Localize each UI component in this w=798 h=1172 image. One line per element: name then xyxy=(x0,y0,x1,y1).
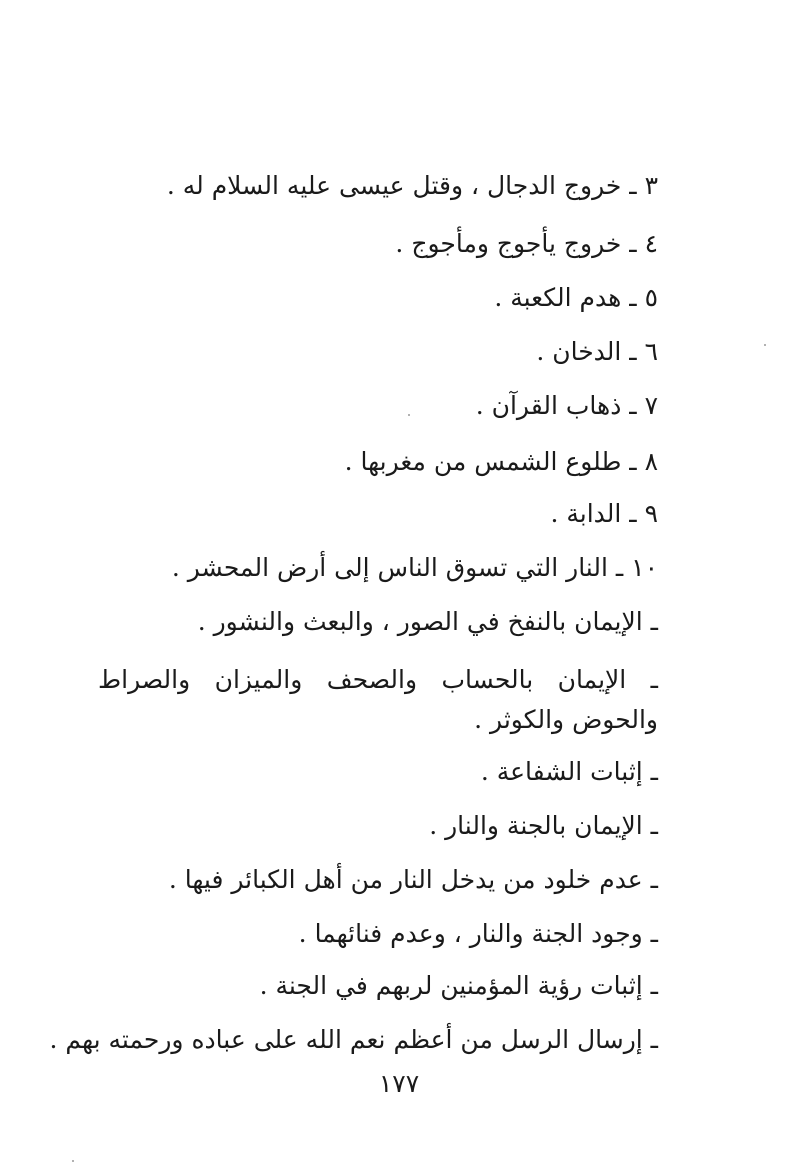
list-item: ٥ ـ هدم الكعبة . xyxy=(494,283,658,312)
scan-speck xyxy=(408,414,410,416)
list-item: ٩ ـ الدابة . xyxy=(550,499,658,528)
list-item: ١٠ ـ النار التي تسوق الناس إلى أرض المحشر . xyxy=(171,553,658,582)
list-item: ـ وجود الجنة والنار ، وعدم فنائهما . xyxy=(298,919,658,948)
list-item: ـ الإيمان بالحساب والصحف والميزان والصراط والحوض والكوثر . xyxy=(98,665,658,734)
list-item: ـ عدم خلود من يدخل النار من أهل الكبائر فيها . xyxy=(168,865,658,894)
list-item: ٤ ـ خروج يأجوج ومأجوج . xyxy=(395,229,658,258)
list-item: ٨ ـ طلوع الشمس من مغربها . xyxy=(344,447,658,476)
list-item: ٣ ـ خروج الدجال ، وقتل عيسى عليه السلام له . xyxy=(166,171,658,200)
list-item: ـ الإيمان بالنفخ في الصور ، والبعث والنشور . xyxy=(197,607,658,636)
list-item: ـ الإيمان بالجنة والنار . xyxy=(429,811,658,840)
scan-speck xyxy=(764,344,766,346)
list-item: ٦ ـ الدخان . xyxy=(536,337,658,366)
list-item: ٧ ـ ذهاب القرآن . xyxy=(475,391,658,420)
page-number: ١٧٧ xyxy=(378,1069,420,1098)
list-item: ـ إثبات رؤية المؤمنين لربهم في الجنة . xyxy=(259,971,658,1000)
list-item: ـ إرسال الرسل من أعظم نعم الله على عباده ورحمته بهم . xyxy=(49,1025,658,1054)
list-item: ـ إثبات الشفاعة . xyxy=(480,757,658,786)
scan-speck xyxy=(72,1160,74,1162)
